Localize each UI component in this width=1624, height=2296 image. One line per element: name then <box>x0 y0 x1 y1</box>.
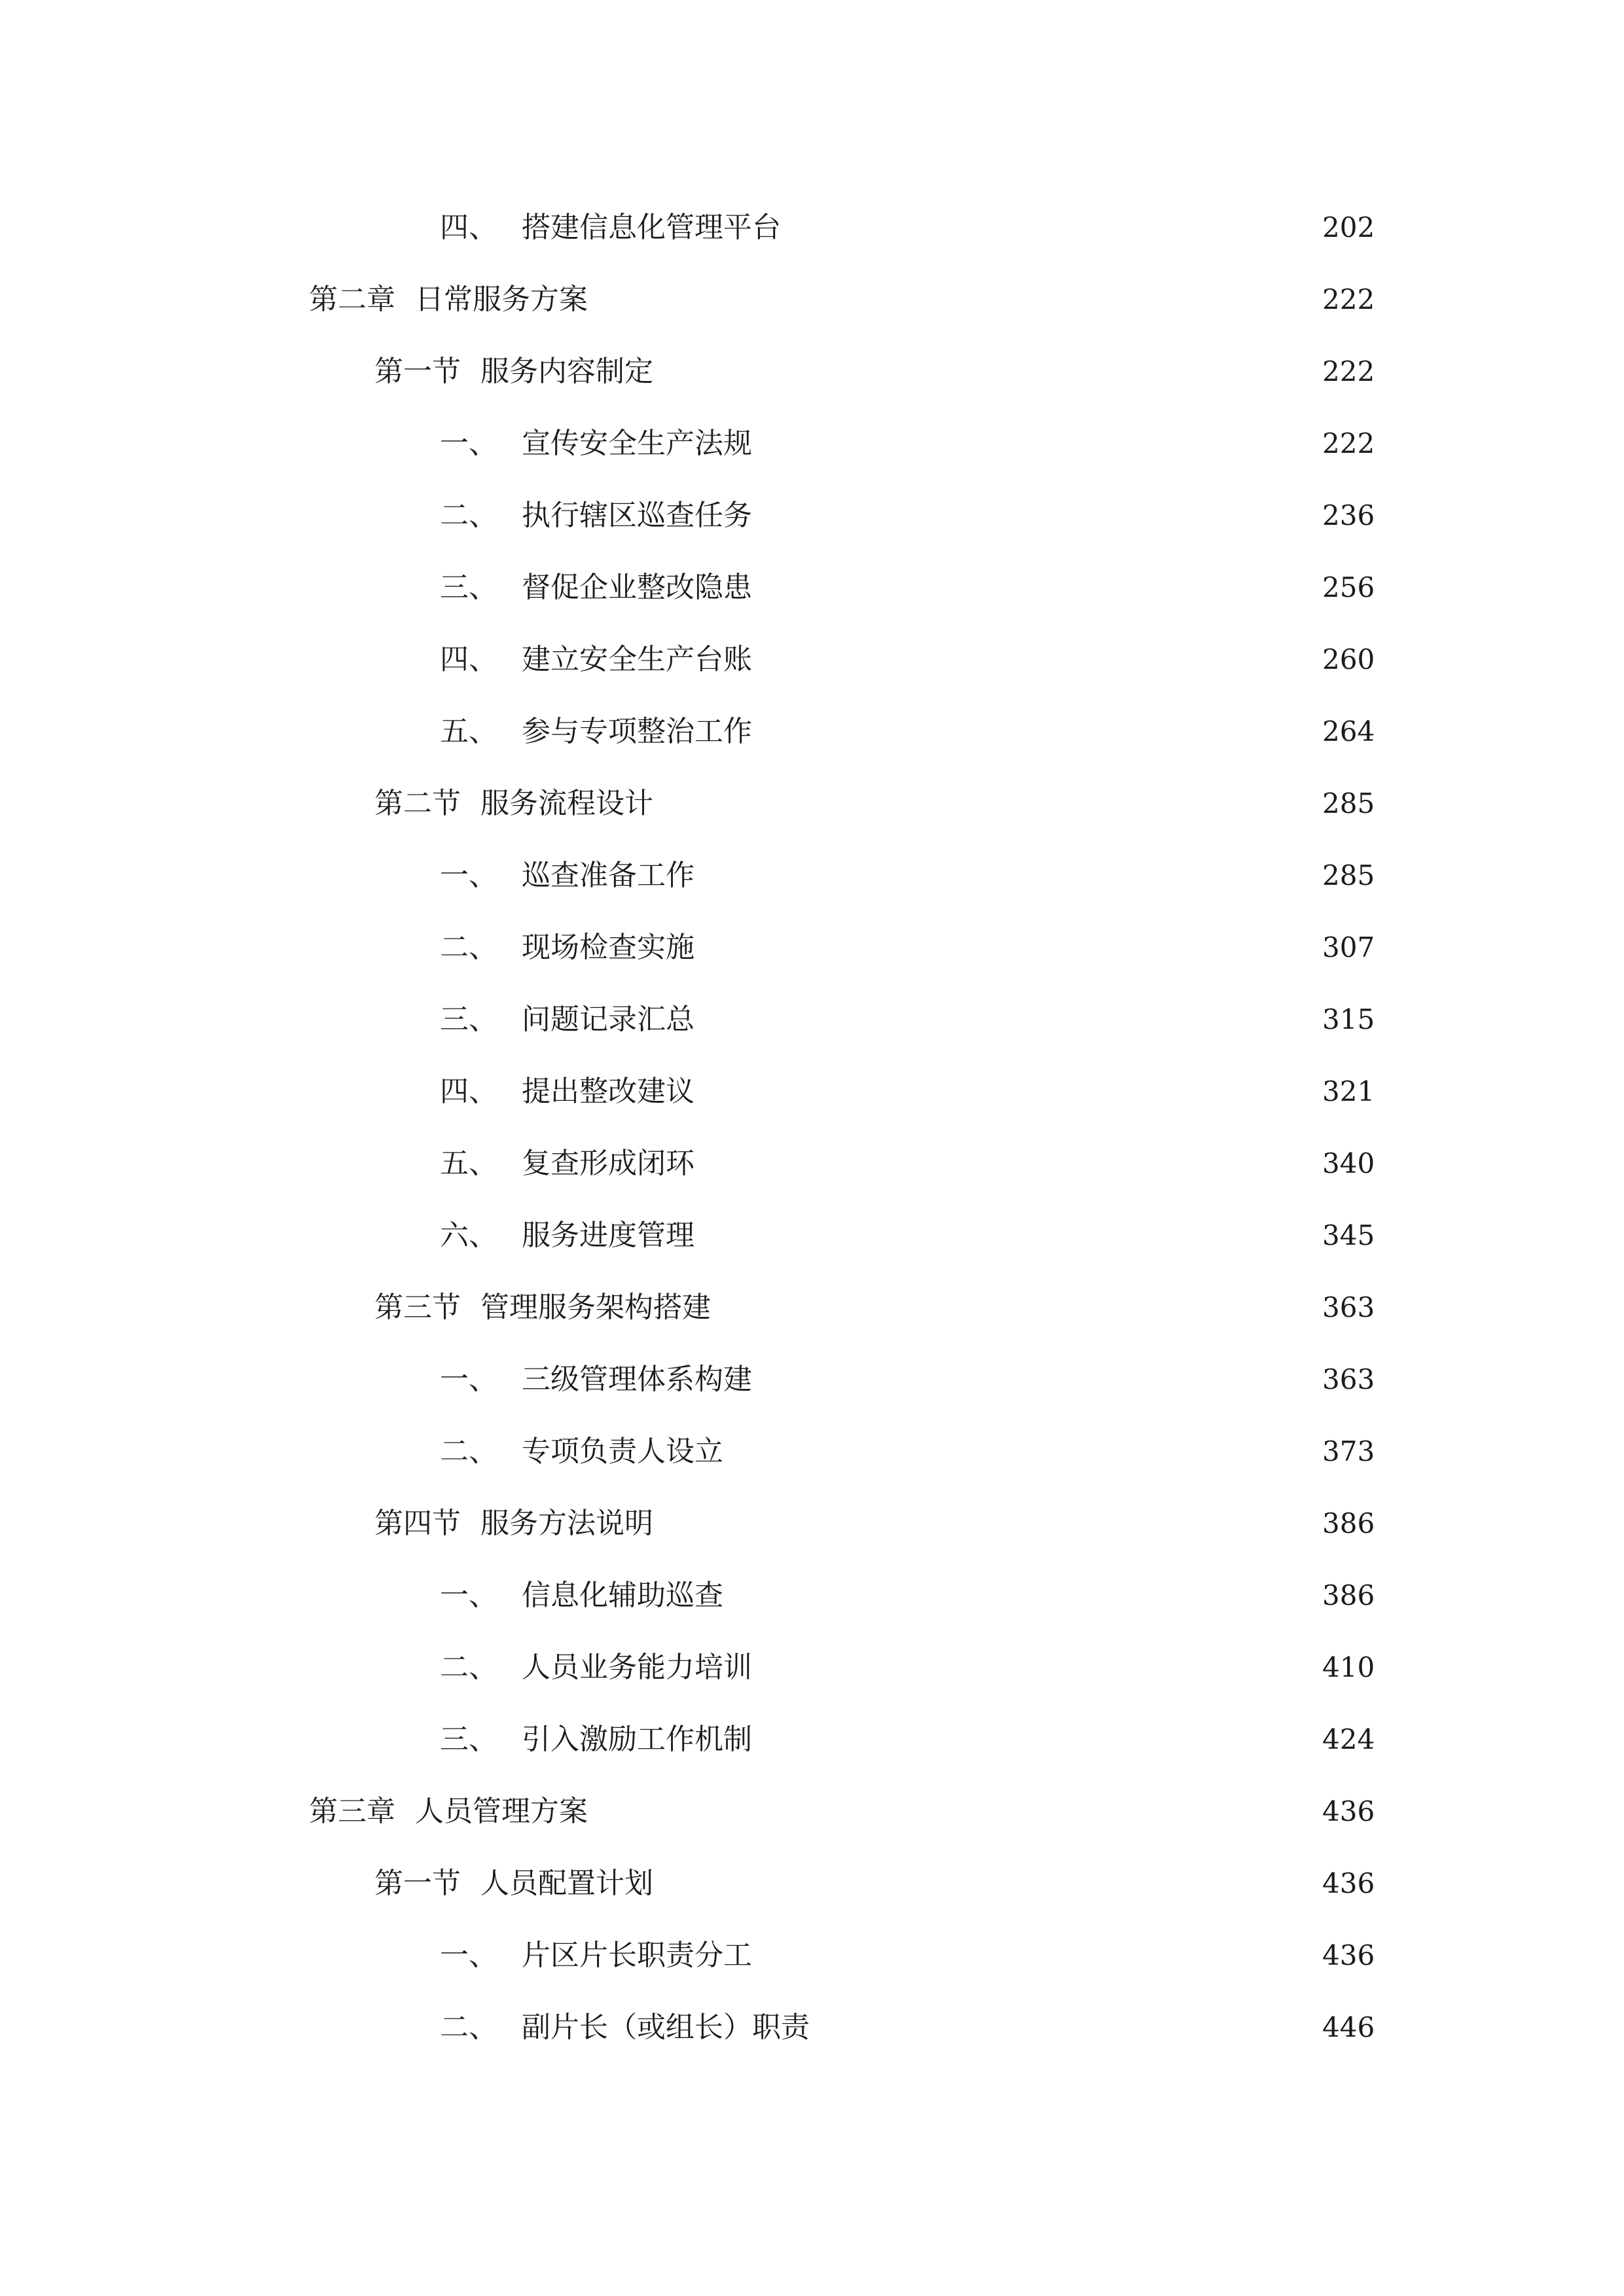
dot-leader <box>761 1653 1309 1682</box>
entry-number: 第三章 <box>309 1795 395 1828</box>
toc-entry[interactable] <box>374 1498 1375 1550</box>
entry-title: 人员业务能力培训 <box>522 1651 752 1684</box>
toc-entry[interactable] <box>440 1641 1375 1694</box>
dot-leader <box>704 861 1309 890</box>
page-number: 260 <box>1322 643 1375 675</box>
entry-title: 管理服务架构搭建 <box>480 1291 711 1324</box>
entry-title: 服务方法说明 <box>480 1507 653 1540</box>
dot-leader <box>704 1221 1309 1250</box>
dot-leader <box>597 285 1309 314</box>
entry-number: 三、 <box>440 1723 497 1756</box>
toc-entry[interactable] <box>440 706 1375 758</box>
toc-entry[interactable] <box>440 1138 1375 1190</box>
toc-entry[interactable] <box>440 1354 1375 1406</box>
page-number: 285 <box>1322 787 1375 819</box>
entry-number: 一、 <box>440 1939 497 1972</box>
entry-number: 二、 <box>440 499 497 532</box>
dot-leader <box>704 1005 1309 1034</box>
toc-entry[interactable] <box>440 922 1375 974</box>
toc-entry[interactable] <box>440 1713 1375 1766</box>
toc-entry[interactable] <box>440 1210 1375 1262</box>
entry-title: 副片长（或组长）职责 <box>522 2011 810 2044</box>
toc-entry[interactable] <box>440 994 1375 1046</box>
page-number: 256 <box>1322 571 1375 603</box>
entry-number: 二、 <box>440 1651 497 1684</box>
entry-title: 建立安全生产台账 <box>522 643 752 676</box>
page-number: 236 <box>1322 499 1375 531</box>
page-number: 321 <box>1322 1075 1375 1107</box>
entry-title: 服务流程设计 <box>480 787 653 820</box>
toc-entry[interactable] <box>440 418 1375 470</box>
toc-entry[interactable] <box>440 1570 1375 1622</box>
toc-entry[interactable] <box>440 850 1375 902</box>
entry-number: 四、 <box>440 211 497 244</box>
entry-title: 宣传安全生产法规 <box>522 427 752 460</box>
entry-number: 五、 <box>440 1147 497 1180</box>
dot-leader <box>761 501 1309 530</box>
page-number: 222 <box>1322 355 1375 387</box>
entry-title: 执行辖区巡查任务 <box>522 499 752 532</box>
entry-title: 信息化辅助巡查 <box>522 1579 723 1612</box>
entry-number: 第二章 <box>309 283 395 316</box>
dot-leader <box>704 1077 1309 1106</box>
dot-leader <box>662 357 1309 386</box>
entry-title: 人员配置计划 <box>480 1867 653 1900</box>
entry-title: 三级管理体系构建 <box>522 1363 752 1396</box>
entry-number: 第三节 <box>374 1291 461 1324</box>
entry-number: 二、 <box>440 931 497 964</box>
entry-number: 三、 <box>440 1003 497 1036</box>
page-number: 386 <box>1322 1579 1375 1611</box>
dot-leader <box>704 933 1309 962</box>
toc-entry[interactable] <box>374 1282 1375 1334</box>
entry-title: 督促企业整改隐患 <box>522 571 752 604</box>
entry-number: 一、 <box>440 859 497 892</box>
entry-number: 四、 <box>440 643 497 676</box>
entry-title: 复查形成闭环 <box>522 1147 695 1180</box>
page-number: 345 <box>1322 1219 1375 1251</box>
dot-leader <box>761 717 1309 746</box>
page-number: 222 <box>1322 283 1375 315</box>
toc-entry[interactable] <box>440 490 1375 542</box>
dot-leader <box>662 1869 1309 1898</box>
dot-leader <box>761 1365 1309 1394</box>
page-number: 436 <box>1322 1939 1375 1971</box>
entry-title: 问题记录汇总 <box>522 1003 695 1036</box>
dot-leader <box>819 2013 1309 2042</box>
entry-title: 人员管理方案 <box>415 1795 588 1828</box>
page-number: 285 <box>1322 859 1375 891</box>
entry-title: 服务进度管理 <box>522 1219 695 1252</box>
dot-leader <box>761 429 1309 458</box>
page-number: 446 <box>1322 2011 1375 2043</box>
toc-entry[interactable] <box>309 274 1375 326</box>
entry-title: 搭建信息化管理平台 <box>522 211 781 244</box>
entry-number: 五、 <box>440 715 497 748</box>
entry-number: 六、 <box>440 1219 497 1252</box>
toc-entry[interactable] <box>374 778 1375 830</box>
page-number: 424 <box>1322 1723 1375 1755</box>
dot-leader <box>761 1941 1309 1970</box>
entry-number: 第四节 <box>374 1507 461 1540</box>
toc-entry[interactable] <box>440 2001 1375 2054</box>
entry-title: 现场检查实施 <box>522 931 695 964</box>
page-number: 222 <box>1322 427 1375 459</box>
entry-title: 引入激励工作机制 <box>522 1723 752 1756</box>
entry-title: 参与专项整治工作 <box>522 715 752 748</box>
page-number: 264 <box>1322 715 1375 747</box>
entry-number: 四、 <box>440 1075 497 1108</box>
toc-entry[interactable] <box>374 346 1375 398</box>
toc-entry[interactable] <box>440 562 1375 614</box>
dot-leader <box>732 1437 1309 1466</box>
dot-leader <box>790 213 1309 242</box>
dot-leader <box>662 789 1309 818</box>
page-number: 363 <box>1322 1363 1375 1395</box>
dot-leader <box>761 1725 1309 1754</box>
dot-leader <box>732 1581 1309 1610</box>
page-number: 436 <box>1322 1795 1375 1827</box>
page-number: 202 <box>1322 211 1375 243</box>
entry-number: 第二节 <box>374 787 461 820</box>
entry-title: 日常服务方案 <box>415 283 588 316</box>
page-number: 363 <box>1322 1291 1375 1323</box>
dot-leader <box>662 1509 1309 1538</box>
entry-title: 服务内容制定 <box>480 355 653 388</box>
entry-number: 一、 <box>440 427 497 460</box>
dot-leader <box>720 1293 1309 1322</box>
toc-entry[interactable] <box>440 1066 1375 1118</box>
dot-leader <box>761 645 1309 674</box>
toc-entry[interactable] <box>309 1785 1375 1838</box>
dot-leader <box>704 1149 1309 1178</box>
page-number: 340 <box>1322 1147 1375 1179</box>
page-number: 386 <box>1322 1507 1375 1539</box>
page-number: 436 <box>1322 1867 1375 1899</box>
entry-number: 第一节 <box>374 1867 461 1900</box>
entry-number: 三、 <box>440 571 497 604</box>
page-number: 307 <box>1322 931 1375 963</box>
entry-title: 专项负责人设立 <box>522 1435 723 1468</box>
entry-title: 提出整改建议 <box>522 1075 695 1108</box>
dot-leader <box>761 573 1309 602</box>
page-number: 315 <box>1322 1003 1375 1035</box>
dot-leader <box>597 1797 1309 1826</box>
page-number: 410 <box>1322 1651 1375 1683</box>
entry-title: 巡查准备工作 <box>522 859 695 892</box>
toc-entry[interactable] <box>440 1929 1375 1982</box>
toc-entry[interactable] <box>440 634 1375 686</box>
toc-entry[interactable] <box>440 202 1375 254</box>
page-number: 373 <box>1322 1435 1375 1467</box>
entry-title: 片区片长职责分工 <box>522 1939 752 1972</box>
toc-entry[interactable] <box>374 1857 1375 1910</box>
entry-number: 一、 <box>440 1363 497 1396</box>
toc-entry[interactable] <box>440 1426 1375 1478</box>
entry-number: 第一节 <box>374 355 461 388</box>
entry-number: 二、 <box>440 2011 497 2044</box>
entry-number: 二、 <box>440 1435 497 1468</box>
entry-number: 一、 <box>440 1579 497 1612</box>
